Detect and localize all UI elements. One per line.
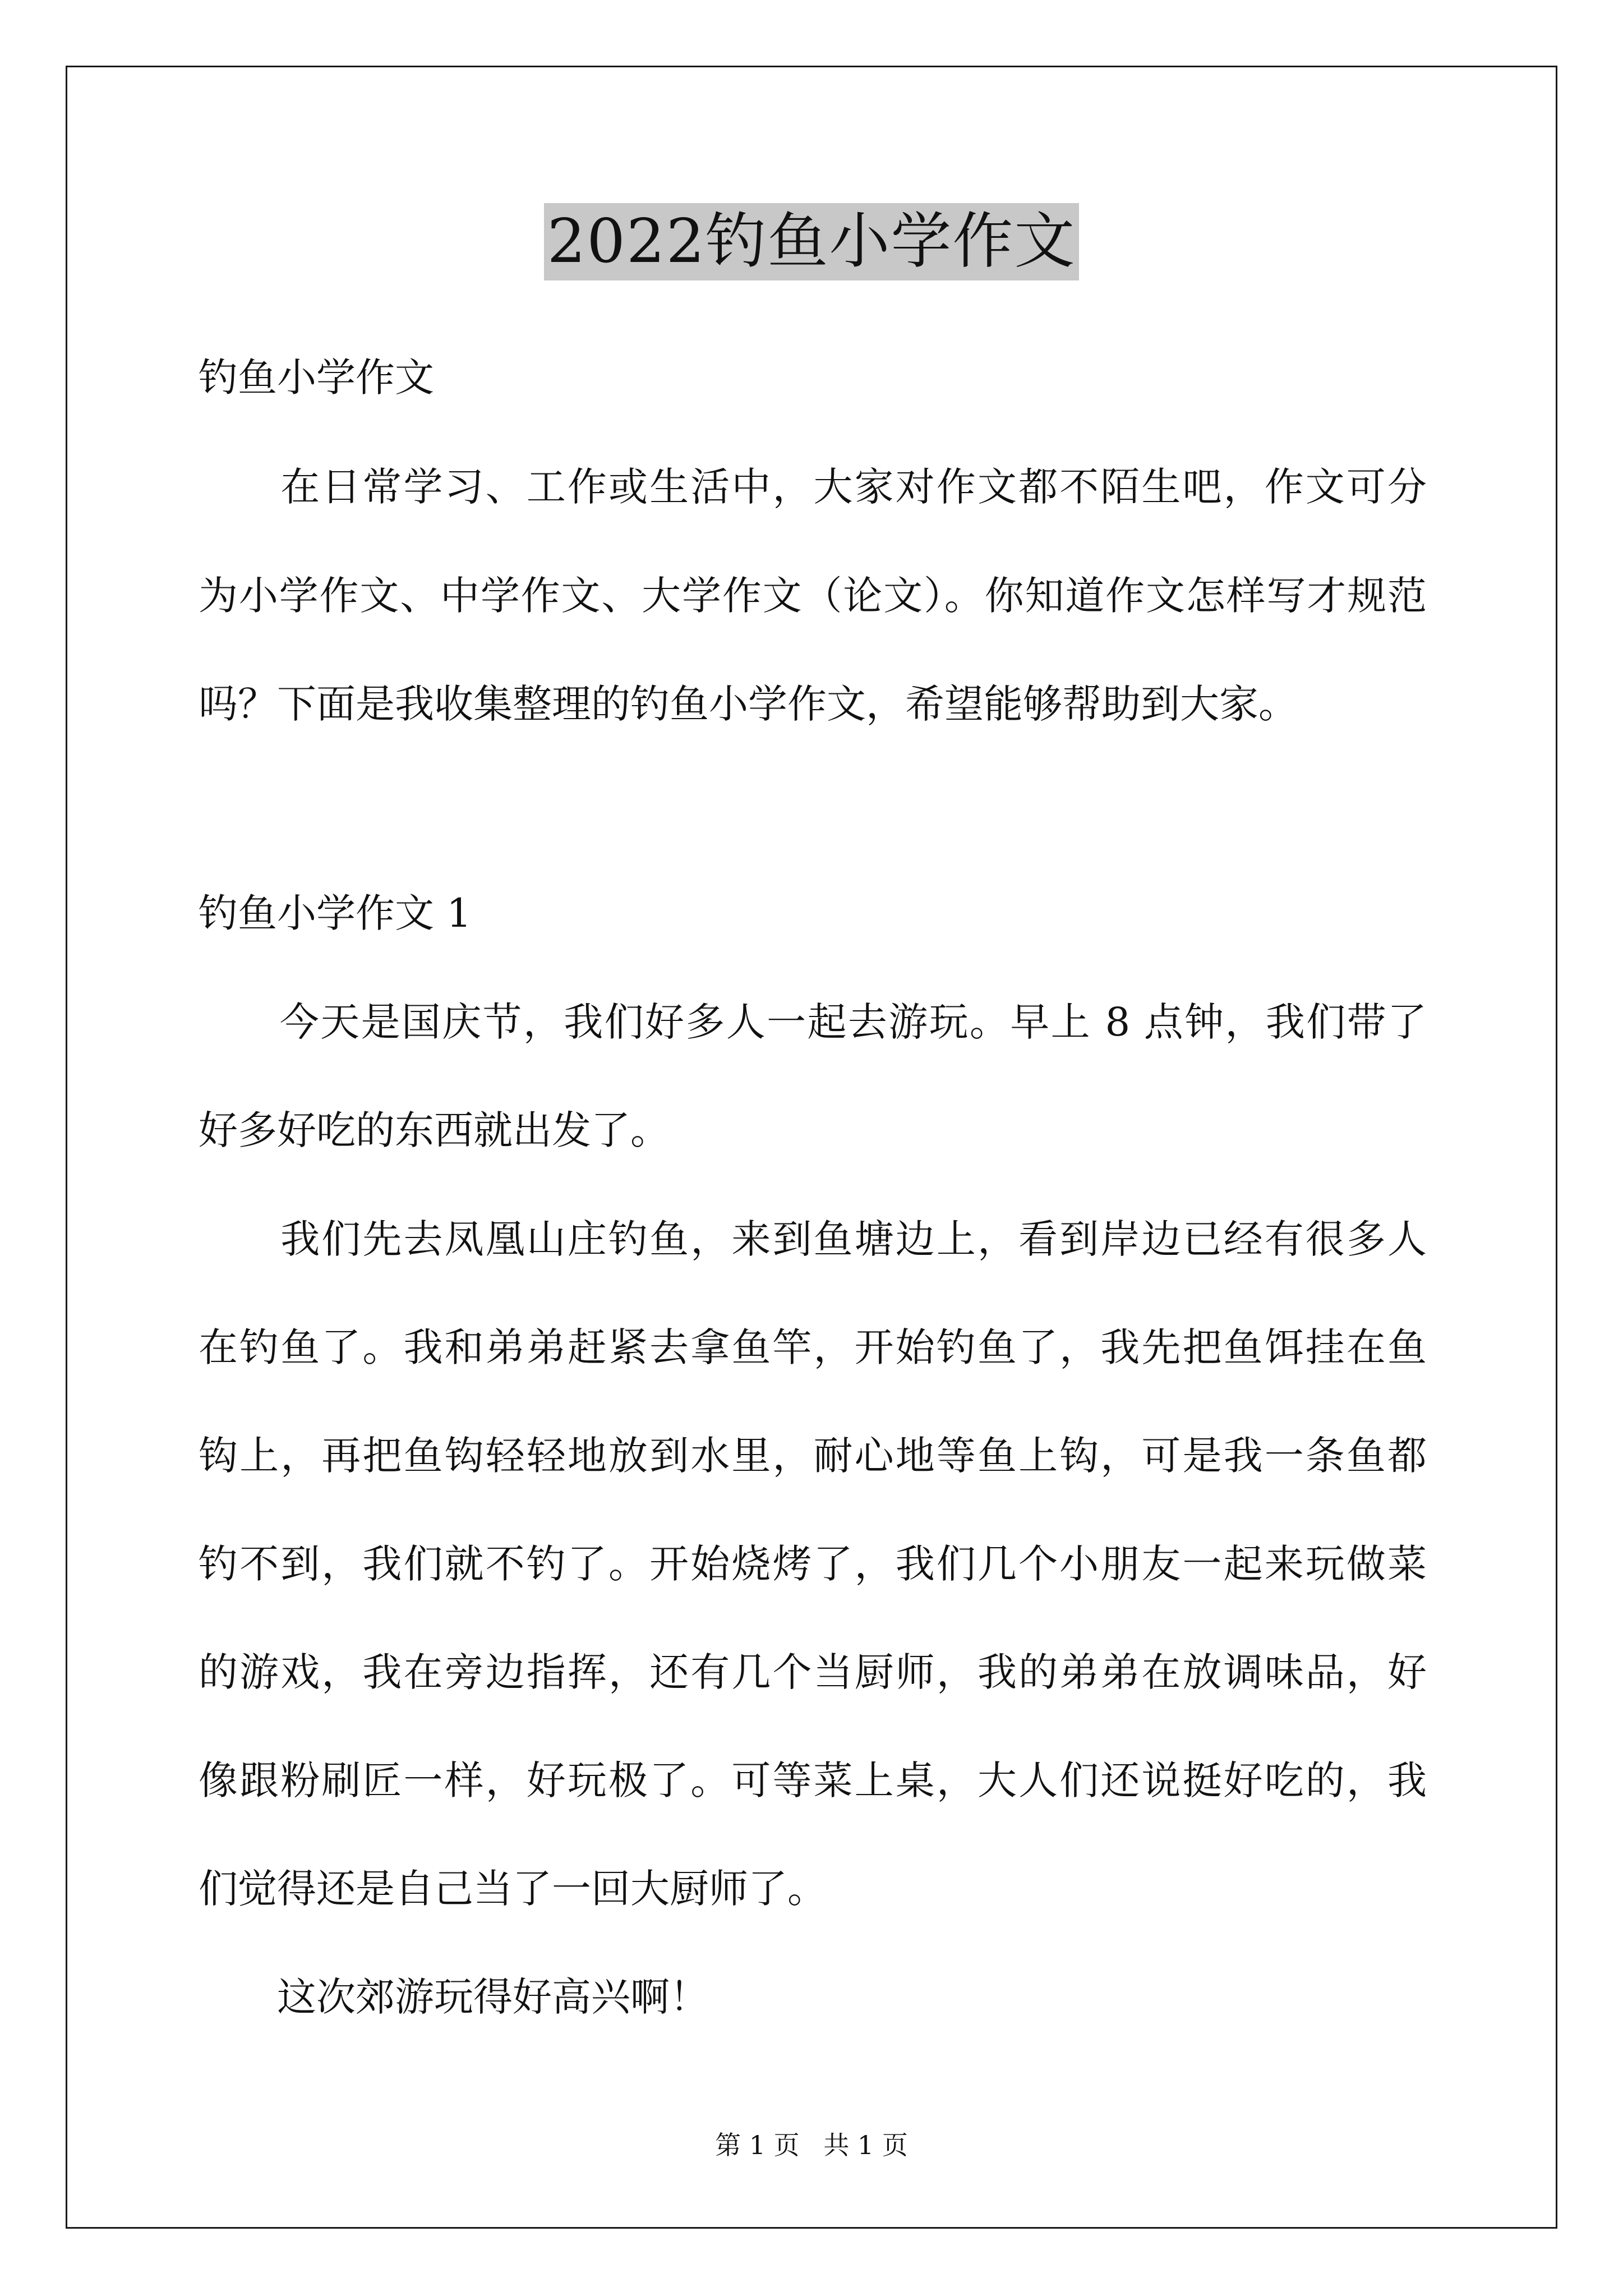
subtitle: 钓鱼小学作文 [199, 355, 434, 401]
para2-line-1: 我们先去凤凰山庄钓鱼，来到鱼塘边上，看到岸边已经有很多人 [199, 1216, 1427, 1262]
para2-line-5: 的游戏，我在旁边指挥，还有几个当厨师，我的弟弟在放调味品，好 [199, 1649, 1427, 1695]
para2-line-4: 钓不到，我们就不钓了。开始烧烤了，我们几个小朋友一起来玩做菜 [199, 1541, 1427, 1587]
page-number-current: 第 1 页 [715, 2130, 800, 2160]
para1-line-1: 今天是国庆节，我们好多人一起去游玩。早上 8 点钟，我们带了 [199, 999, 1427, 1045]
page-number-total: 共 1 页 [823, 2130, 908, 2160]
title-block [0, 203, 1623, 280]
intro-line-1: 在日常学习、工作或生活中，大家对作文都不陌生吧，作文可分 [199, 464, 1427, 510]
page-footer [0, 2125, 1623, 2162]
intro-line-2: 为小学作文、中学作文、大学作文（论文）。你知道作文怎样写才规范 [199, 573, 1427, 619]
intro-line-3: 吗？下面是我收集整理的钓鱼小学作文，希望能够帮助到大家。 [199, 681, 1298, 727]
para2-line-6: 像跟粉刷匠一样，好玩极了。可等菜上桌，大人们还说挺好吃的，我 [199, 1757, 1427, 1803]
para1-line-2: 好多好吃的东西就出发了。 [199, 1107, 670, 1153]
essay-heading: 钓鱼小学作文 1 [199, 890, 472, 936]
para2-line-2: 在钓鱼了。我和弟弟赶紧去拿鱼竿，开始钓鱼了，我先把鱼饵挂在鱼 [199, 1324, 1427, 1370]
para2-line-7: 们觉得还是自己当了一回大厨师了。 [199, 1866, 827, 1912]
para3-line-1: 这次郊游玩得好高兴啊！ [199, 1974, 709, 2020]
document-title: 2022钓鱼小学作文 [544, 203, 1080, 280]
para2-line-3: 钩上，再把鱼钩轻轻地放到水里，耐心地等鱼上钩，可是我一条鱼都 [199, 1433, 1427, 1479]
